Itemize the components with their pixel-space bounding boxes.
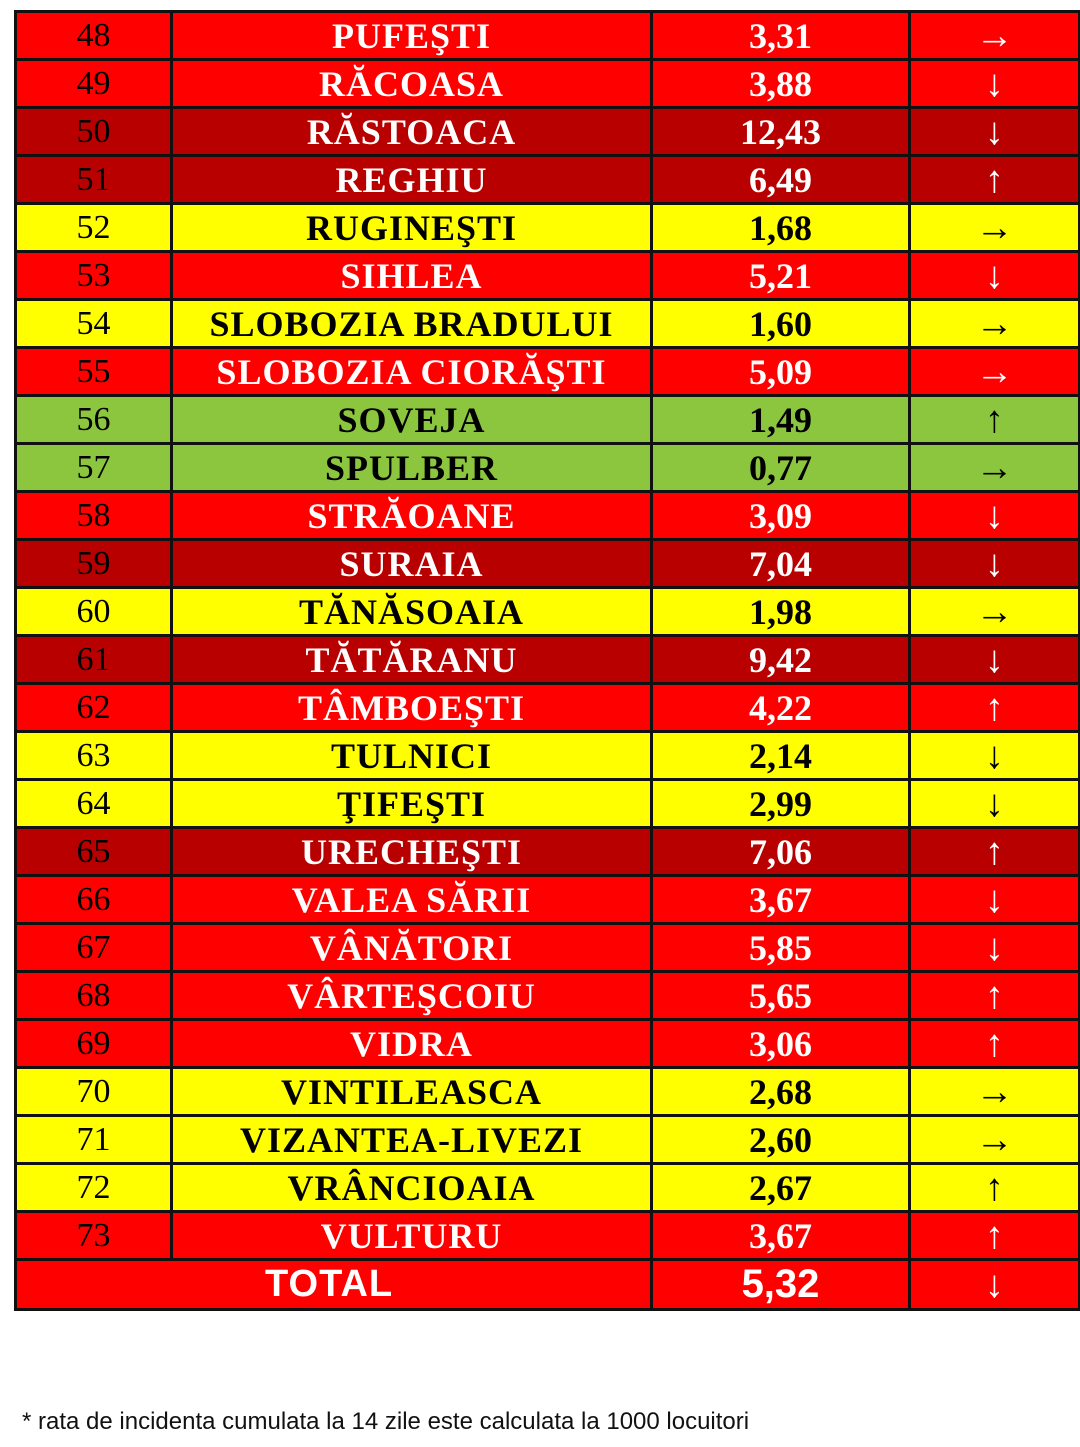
incidence-rate: 12,43 xyxy=(652,108,910,156)
incidence-rate: 2,14 xyxy=(652,732,910,780)
total-label: TOTAL xyxy=(16,1260,652,1310)
locality-name: SIHLEA xyxy=(172,252,652,300)
incidence-rate: 3,67 xyxy=(652,876,910,924)
locality-name: VÂNĂTORI xyxy=(172,924,652,972)
incidence-table-body xyxy=(16,12,1080,1260)
table-row xyxy=(16,396,1080,444)
trend-arrow: → xyxy=(910,1116,1080,1164)
incidence-table xyxy=(14,10,1080,1311)
row-number: 73 xyxy=(16,1212,172,1260)
locality-name: SPULBER xyxy=(172,444,652,492)
incidence-rate: 5,09 xyxy=(652,348,910,396)
table-row xyxy=(16,540,1080,588)
row-number: 53 xyxy=(16,252,172,300)
locality-name: RĂSTOACA xyxy=(172,108,652,156)
row-number: 65 xyxy=(16,828,172,876)
locality-name: VRÂNCIOAIA xyxy=(172,1164,652,1212)
row-number: 61 xyxy=(16,636,172,684)
row-number: 63 xyxy=(16,732,172,780)
locality-name: TĂTĂRANU xyxy=(172,636,652,684)
incidence-rate: 3,67 xyxy=(652,1212,910,1260)
trend-arrow: ↑ xyxy=(910,1020,1080,1068)
table-row xyxy=(16,684,1080,732)
incidence-rate: 3,88 xyxy=(652,60,910,108)
incidence-rate: 3,31 xyxy=(652,12,910,60)
trend-arrow: ↑ xyxy=(910,684,1080,732)
table-row xyxy=(16,924,1080,972)
row-number: 64 xyxy=(16,780,172,828)
table-row xyxy=(16,972,1080,1020)
incidence-rate: 1,68 xyxy=(652,204,910,252)
locality-name: VINTILEASCA xyxy=(172,1068,652,1116)
locality-name: TULNICI xyxy=(172,732,652,780)
row-number: 71 xyxy=(16,1116,172,1164)
locality-name: SLOBOZIA BRADULUI xyxy=(172,300,652,348)
locality-name: TĂNĂSOAIA xyxy=(172,588,652,636)
table-row xyxy=(16,12,1080,60)
table-row xyxy=(16,60,1080,108)
trend-arrow: → xyxy=(910,12,1080,60)
incidence-rate: 1,60 xyxy=(652,300,910,348)
trend-arrow: → xyxy=(910,1068,1080,1116)
row-number: 60 xyxy=(16,588,172,636)
row-number: 56 xyxy=(16,396,172,444)
trend-arrow: ↑ xyxy=(910,1164,1080,1212)
table-row xyxy=(16,588,1080,636)
table-row xyxy=(16,156,1080,204)
trend-arrow: → xyxy=(910,588,1080,636)
table-row xyxy=(16,108,1080,156)
locality-name: TÂMBOEŞTI xyxy=(172,684,652,732)
trend-arrow: → xyxy=(910,444,1080,492)
trend-arrow: ↓ xyxy=(910,924,1080,972)
incidence-rate: 3,06 xyxy=(652,1020,910,1068)
trend-arrow: ↑ xyxy=(910,396,1080,444)
table-row xyxy=(16,300,1080,348)
row-number: 66 xyxy=(16,876,172,924)
table-row xyxy=(16,1212,1080,1260)
incidence-rate: 3,09 xyxy=(652,492,910,540)
row-number: 52 xyxy=(16,204,172,252)
locality-name: REGHIU xyxy=(172,156,652,204)
locality-name: VULTURU xyxy=(172,1212,652,1260)
incidence-rate: 7,06 xyxy=(652,828,910,876)
row-number: 57 xyxy=(16,444,172,492)
table-row xyxy=(16,444,1080,492)
table-row xyxy=(16,636,1080,684)
total-trend-arrow: ↓ xyxy=(910,1260,1080,1310)
row-number: 68 xyxy=(16,972,172,1020)
trend-arrow: ↓ xyxy=(910,636,1080,684)
locality-name: SOVEJA xyxy=(172,396,652,444)
table-row xyxy=(16,204,1080,252)
table-row xyxy=(16,1164,1080,1212)
incidence-rate: 2,67 xyxy=(652,1164,910,1212)
trend-arrow: ↓ xyxy=(910,732,1080,780)
locality-name: SLOBOZIA CIORĂŞTI xyxy=(172,348,652,396)
locality-name: VIZANTEA-LIVEZI xyxy=(172,1116,652,1164)
incidence-table-wrapper xyxy=(14,10,1078,1311)
incidence-rate: 2,60 xyxy=(652,1116,910,1164)
row-number: 59 xyxy=(16,540,172,588)
row-number: 55 xyxy=(16,348,172,396)
incidence-rate: 6,49 xyxy=(652,156,910,204)
incidence-rate: 9,42 xyxy=(652,636,910,684)
locality-name: RĂCOASA xyxy=(172,60,652,108)
trend-arrow: ↓ xyxy=(910,540,1080,588)
row-number: 62 xyxy=(16,684,172,732)
row-number: 50 xyxy=(16,108,172,156)
trend-arrow: ↑ xyxy=(910,156,1080,204)
incidence-rate: 2,99 xyxy=(652,780,910,828)
locality-name: ŢIFEŞTI xyxy=(172,780,652,828)
row-number: 49 xyxy=(16,60,172,108)
incidence-rate: 5,65 xyxy=(652,972,910,1020)
table-row xyxy=(16,732,1080,780)
table-row xyxy=(16,252,1080,300)
trend-arrow: ↑ xyxy=(910,1212,1080,1260)
table-row xyxy=(16,1068,1080,1116)
trend-arrow: → xyxy=(910,300,1080,348)
trend-arrow: ↓ xyxy=(910,492,1080,540)
row-number: 72 xyxy=(16,1164,172,1212)
trend-arrow: ↓ xyxy=(910,780,1080,828)
locality-name: PUFEŞTI xyxy=(172,12,652,60)
locality-name: VÂRTEŞCOIU xyxy=(172,972,652,1020)
trend-arrow: → xyxy=(910,204,1080,252)
table-row xyxy=(16,348,1080,396)
incidence-rate: 1,98 xyxy=(652,588,910,636)
trend-arrow: ↓ xyxy=(910,876,1080,924)
row-number: 70 xyxy=(16,1068,172,1116)
table-row xyxy=(16,780,1080,828)
trend-arrow: → xyxy=(910,348,1080,396)
locality-name: VIDRA xyxy=(172,1020,652,1068)
locality-name: RUGINEŞTI xyxy=(172,204,652,252)
incidence-rate: 0,77 xyxy=(652,444,910,492)
incidence-rate: 7,04 xyxy=(652,540,910,588)
locality-name: URECHEŞTI xyxy=(172,828,652,876)
locality-name: VALEA SĂRII xyxy=(172,876,652,924)
total-row xyxy=(16,1260,1080,1310)
row-number: 54 xyxy=(16,300,172,348)
footnote: * rata de incidenta cumulata la 14 zile este calculata la 1000 locuitori xyxy=(22,1408,750,1435)
incidence-rate: 2,68 xyxy=(652,1068,910,1116)
locality-name: SURAIA xyxy=(172,540,652,588)
locality-name: STRĂOANE xyxy=(172,492,652,540)
trend-arrow: ↑ xyxy=(910,828,1080,876)
table-row xyxy=(16,1020,1080,1068)
trend-arrow: ↓ xyxy=(910,252,1080,300)
trend-arrow: ↑ xyxy=(910,972,1080,1020)
incidence-rate: 1,49 xyxy=(652,396,910,444)
row-number: 58 xyxy=(16,492,172,540)
trend-arrow: ↓ xyxy=(910,60,1080,108)
incidence-rate: 5,21 xyxy=(652,252,910,300)
row-number: 51 xyxy=(16,156,172,204)
incidence-rate: 4,22 xyxy=(652,684,910,732)
row-number: 69 xyxy=(16,1020,172,1068)
row-number: 48 xyxy=(16,12,172,60)
table-row xyxy=(16,492,1080,540)
trend-arrow: ↓ xyxy=(910,108,1080,156)
table-row xyxy=(16,828,1080,876)
table-row xyxy=(16,876,1080,924)
table-row xyxy=(16,1116,1080,1164)
row-number: 67 xyxy=(16,924,172,972)
total-rate: 5,32 xyxy=(652,1260,910,1310)
incidence-rate: 5,85 xyxy=(652,924,910,972)
